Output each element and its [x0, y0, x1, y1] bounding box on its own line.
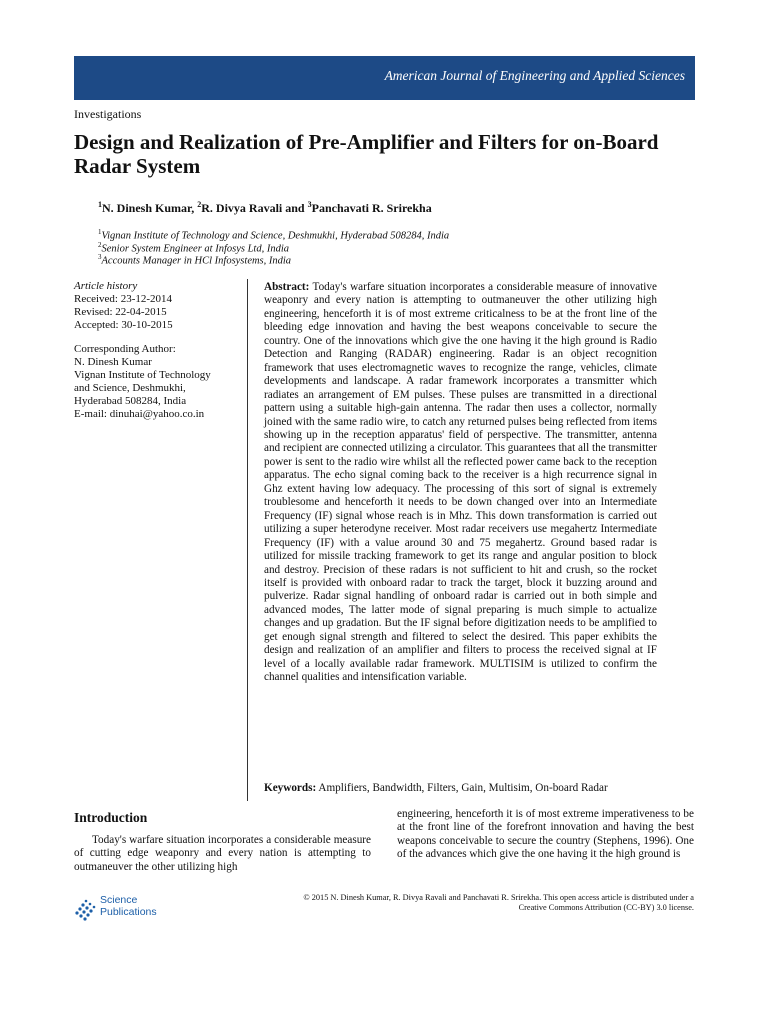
author-list: [98, 200, 432, 216]
revised-date: Revised: 22-04-2015: [74, 306, 167, 318]
abstract-label: Abstract:: [264, 281, 310, 293]
author-sup: 3: [307, 200, 312, 209]
keywords: [264, 782, 694, 794]
introduction-heading: Introduction: [74, 810, 148, 825]
section-label: Investigations: [74, 107, 142, 121]
article-history: [74, 280, 234, 332]
license-line-1: © 2015 N. Dinesh Kumar, R. Divya Ravali and Panchavati R. Srirekha. This open access article is distributed under a: [303, 893, 694, 902]
corresponding-address-3: Hyderabad 508284, India: [74, 395, 187, 407]
keywords-label: Keywords:: [264, 782, 317, 794]
accepted-date: Accepted: 30-10-2015: [74, 319, 173, 331]
author-separator: and: [282, 201, 308, 215]
affiliation-sup: 1: [98, 228, 102, 236]
affiliation: [98, 253, 618, 267]
affiliation-sup: 3: [98, 253, 102, 261]
author-sup: 1: [98, 200, 102, 209]
affiliation-text: Vignan Institute of Technology and Science, Deshmukhi, Hyderabad 508284, India: [101, 230, 450, 242]
introduction-left-column: Today's warfare situation incorporates a considerable measure of cutting edge weaponry and every nation is attempting to outmaneuver the other utilizing high: [74, 834, 371, 873]
publisher-line-2: Publications: [100, 906, 157, 918]
corresponding-email[interactable]: E-mail: dinuhai@yahoo.co.in: [74, 408, 205, 420]
affiliation-text: Senior System Engineer at Infosys Ltd, India: [101, 243, 290, 255]
article-history-label: Article history: [74, 280, 138, 292]
corresponding-address-2: and Science, Deshmukhi,: [74, 382, 186, 394]
author-separator: ,: [191, 201, 198, 215]
license-line-2: Creative Commons Attribution (CC-BY) 3.0 license.: [518, 903, 694, 912]
corresponding-name: N. Dinesh Kumar: [74, 356, 152, 368]
paper-title: Design and Realization of Pre-Amplifier and Filters for on-Board Radar System: [74, 130, 659, 178]
author-name: N. Dinesh Kumar: [102, 201, 192, 215]
received-date: Received: 23-12-2014: [74, 293, 173, 305]
keywords-text: Amplifiers, Bandwidth, Filters, Gain, Multisim, On-board Radar: [318, 782, 608, 794]
journal-banner: [74, 56, 695, 100]
corresponding-label: Corresponding Author:: [74, 343, 176, 355]
affiliation-text: Accounts Manager in HCl Infosystems, India: [101, 255, 292, 267]
introduction-right-column: engineering, henceforth it is of most extreme imperativeness to be at the front line of the forefront innovation and having the best weapons conceivable to secure the country (Stephens, 1996). One of the advances which give the one having it the high ground is: [397, 808, 694, 861]
license-notice: [244, 893, 694, 913]
abstract: [264, 281, 657, 685]
author-name: Panchavati R. Srirekha: [311, 201, 432, 215]
vertical-divider: [247, 279, 248, 801]
corresponding-author: [74, 343, 234, 421]
author-name: R. Divya Ravali: [201, 201, 283, 215]
publisher-name: [100, 894, 157, 918]
author-sup: 2: [197, 200, 202, 209]
affiliation: [98, 228, 618, 242]
corresponding-address-1: Vignan Institute of Technology: [74, 369, 211, 381]
journal-name: American Journal of Engineering and Applied Sciences: [384, 68, 685, 83]
publisher-line-1: Science: [100, 894, 138, 906]
affiliation-sup: 2: [98, 241, 102, 249]
abstract-text: Today's warfare situation incorporates a considerable measure of innovative weaponry and every nation is attempting to outmaneuver the other utilizing high engineering, henceforth it is of most extreme criticalness to be at the front line of the bleeding edge innovation and having the best weapons conceivable to secure the country. One of the innovations which give the one having it the high ground is Radio Detection and Ranging (RADAR) engineering. Radar is an object recognition framework that uses electromagnetic waves to recognize the range, vehicles, climate developments and landscape. A radar framework incorporates a transmitter which radiates an arrangement of EM pulses. These pulses are transmitted in a directional pattern using a suitable high-gain antenna. The radar then uses a collector, normally joined with the same radio wire, to catch any returned pulses being reflected from items showing up in the reception apparatus' field of perspective. The transmitter, antenna and recipient are connected utilizing a circulator. This guarantees that all the transmitter power is sent to the radio wire whilst all the reflected power came back to the reception apparatus. The echo signal coming back to the receiver is a high recurrence signal in Ghz extent having low adequacy. The processing of this sort of signal is extremely troublesome and henceforth it needs to be down changed over into an Intermediate Frequency (IF) signal whose reach is in Mhz. This down transformation is carried out utilizing a super heterodyne receiver. Most radar receivers use megahertz Intermediate Frequency (IF) with a value around 30 and 75 megahertz. Ground based radar is utilized for missile tracking framework to get its range and angular position to block and destroy. Precision of these radars is not sufficient to hit and crush, so the rocket itself is provided with onboard radar to track the target, block it buzzing around and pulverize. Radar signal handling of onboard radar is carried out in both simple and advanced modes, The latter mode of signal preparing is much simple to actualize changes and up gradation. But the IF signal before digitization needs to be amplified to get enough signal strength and filtered to select the desired. This paper exhibits the design and realization of an amplifier and filters to process the received signal at IF level of a locally available radar framework. MULTISIM is utilized to confirm the channel qualities and intensification variable.: [264, 281, 657, 684]
